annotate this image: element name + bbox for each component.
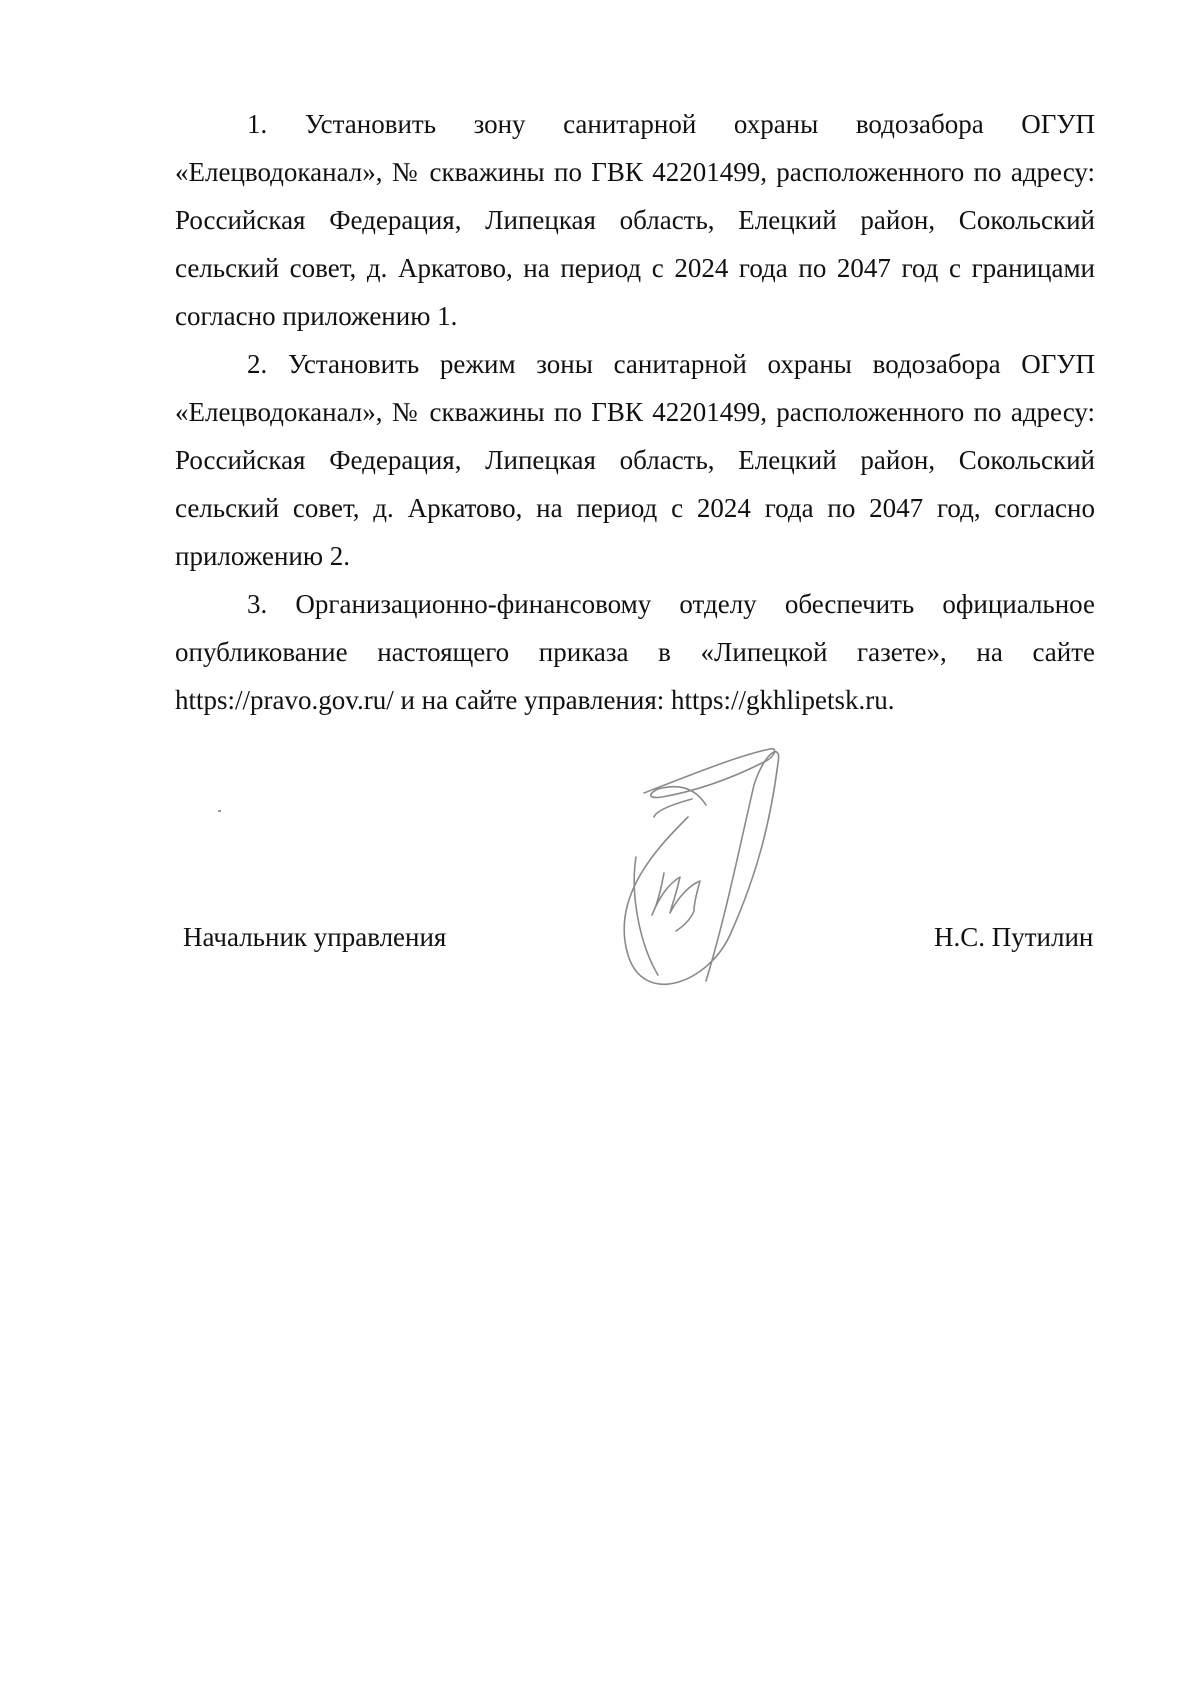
signatory-name: Н.С. Путилин — [934, 922, 1094, 952]
paragraph-2-number: 2. — [247, 349, 268, 379]
handwritten-signature — [600, 745, 860, 1045]
paragraph-2 — [175, 340, 1095, 580]
paragraph-1 — [175, 100, 1095, 340]
paragraph-3-number: 3. — [247, 589, 268, 619]
paragraph-3-text: Организационно-финансовому отделу обеспечить официальное опубликование настоящего приказа в «Липецкой газете», на сайте https://pravo.gov.ru/ и на сайте управления: https://gkhlipetsk.ru. — [175, 589, 1095, 715]
scan-speck — [218, 810, 221, 812]
paragraph-2-text: Установить режим зоны санитарной охраны водозабора ОГУП «Елецводоканал», № скважины по ГВК 42201499, расположенного по адресу: Российская Федерация, Липецкая область, Елецкий район, Сокольский сельский совет, д. Аркатово, на период с 2024 года по 2047 год, согласно приложению 2. — [175, 349, 1095, 571]
paragraph-1-number: 1. — [247, 109, 268, 139]
signatory-position: Начальник управления — [183, 922, 447, 952]
paragraph-3 — [175, 580, 1095, 724]
document-body — [175, 100, 1095, 724]
paragraph-1-text: Установить зону санитарной охраны водозабора ОГУП «Елецводоканал», № скважины по ГВК 42201499, расположенного по адресу: Российская Федерация, Липецкая область, Елецкий район, Сокольский сельский совет, д. Аркатово, на период с 2024 года по 2047 год с границами согласно приложению 1. — [175, 109, 1095, 331]
